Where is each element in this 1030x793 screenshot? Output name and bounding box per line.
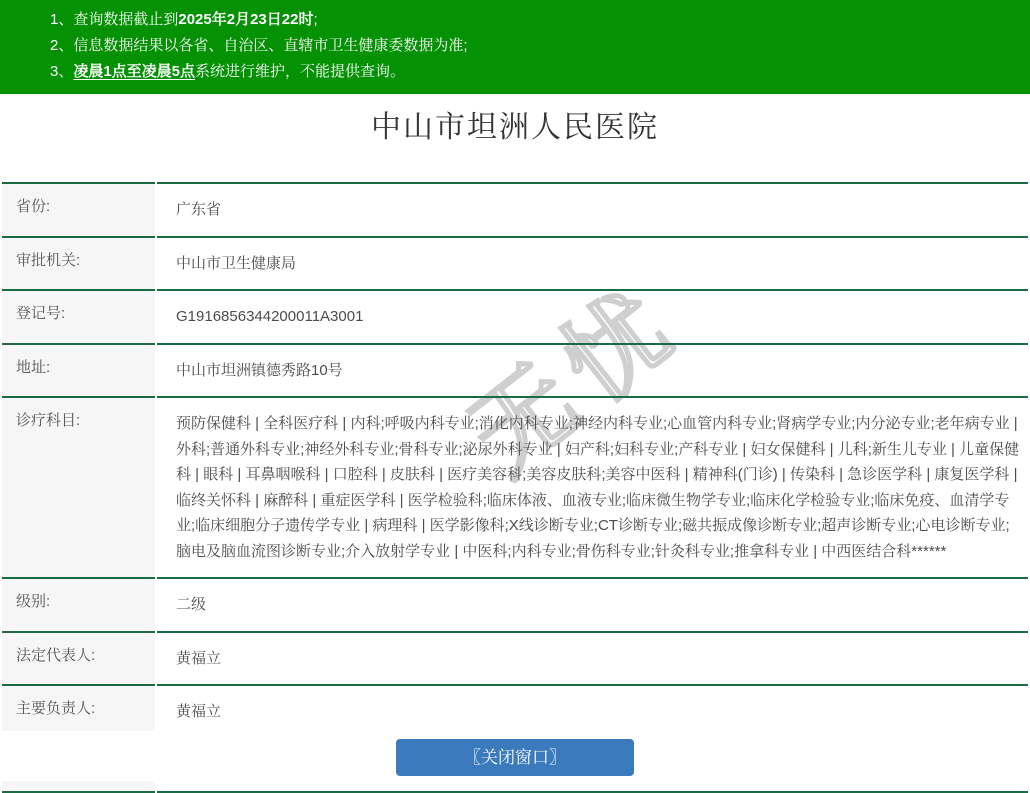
row-value: 中山市坦洲镇德秀路10号 [157,345,1028,399]
notice-line-1-number: 1、 [50,11,73,28]
notice-banner [0,0,1030,94]
notice-line-3-suffix: 系统进行维护，不能提供查询。 [195,63,405,80]
notice-line-3 [50,59,1020,85]
row-value: 广东省 [157,182,1028,238]
bottom-bar [0,731,1030,781]
table-row-registration-number [2,291,1028,345]
watermark-text: 无忧 [435,244,706,500]
row-label: 诊疗科目: [2,398,155,579]
notice-line-3-bold: 凌晨1点至凌晨5点 [73,63,195,80]
notice-line-1-bold: 2025年2月23日22时 [178,11,313,28]
row-label: 审批机关: [2,238,155,292]
hospital-info-table [0,182,1030,793]
row-value: 黄福立 [157,686,1028,740]
row-value: 二级 [157,579,1028,633]
row-label: 级别: [2,579,155,633]
notice-line-3-number: 3、 [50,63,73,80]
row-value: 预防保健科 | 全科医疗科 | 内科;呼吸内科专业;消化内科专业;神经内科专业;心血管内科专业;肾病学专业;内分泌专业;老年病专业 | 外科;普通外科专业;神经外科专业;骨科专业;泌尿外科专业 | 妇产科;妇科专业;产科专业 | 妇女保健科 | 儿科;新生儿专业 | 儿童保健科 | 眼科 | 耳鼻咽喉科 | 口腔科 | 皮肤科 | 医疗美容科;美容皮肤科;美容中医科 | 精神科(门诊) | 传染科 | 急诊医学科 | 康复医学科 | 临终关怀科 | 麻醉科 | 重症医学科 | 医学检验科;临床体液、血液专业;临床微生物学专业;临床化学检验专业;临床免疫、血清学专业;临床细胞分子遗传学专业 | 病理科 | 医学影像科;X线诊断专业;CT诊断专业;磁共振成像诊断专业;超声诊断专业;心电诊断专业;脑电及脑血流图诊断专业;介入放射学专业 | 中医科;内科专业;骨伤科专业;针灸科专业;推拿科专业 | 中西医结合科****** [157,398,1028,579]
table-row-address [2,345,1028,399]
notice-line-1-suffix: ; [313,11,317,28]
table-row-level [2,579,1028,633]
row-value: G1916856344200011A3001 [157,291,1028,345]
row-value: 中山市卫生健康局 [157,238,1028,292]
notice-line-1 [50,7,1020,33]
hospital-name-title: 中山市坦洲人民医院 [0,110,1030,146]
notice-line-1-text: 查询数据截止到 [73,11,178,28]
notice-line-2 [50,33,1020,59]
notice-line-2-text: 信息数据结果以各省、自治区、直辖市卫生健康委数据为准; [73,37,467,54]
row-label: 主要负责人: [2,686,155,740]
table-row-province [2,182,1028,238]
row-label: 省份: [2,182,155,238]
table-row-approval-authority [2,238,1028,292]
close-window-button[interactable]: 〖关闭窗口〗 [396,739,634,776]
row-value: 黄福立 [157,633,1028,687]
notice-line-2-number: 2、 [50,37,73,54]
table-row-legal-representative [2,633,1028,687]
row-label: 登记号: [2,291,155,345]
row-label: 地址: [2,345,155,399]
row-label: 法定代表人: [2,633,155,687]
table-row-medical-subjects [2,398,1028,579]
